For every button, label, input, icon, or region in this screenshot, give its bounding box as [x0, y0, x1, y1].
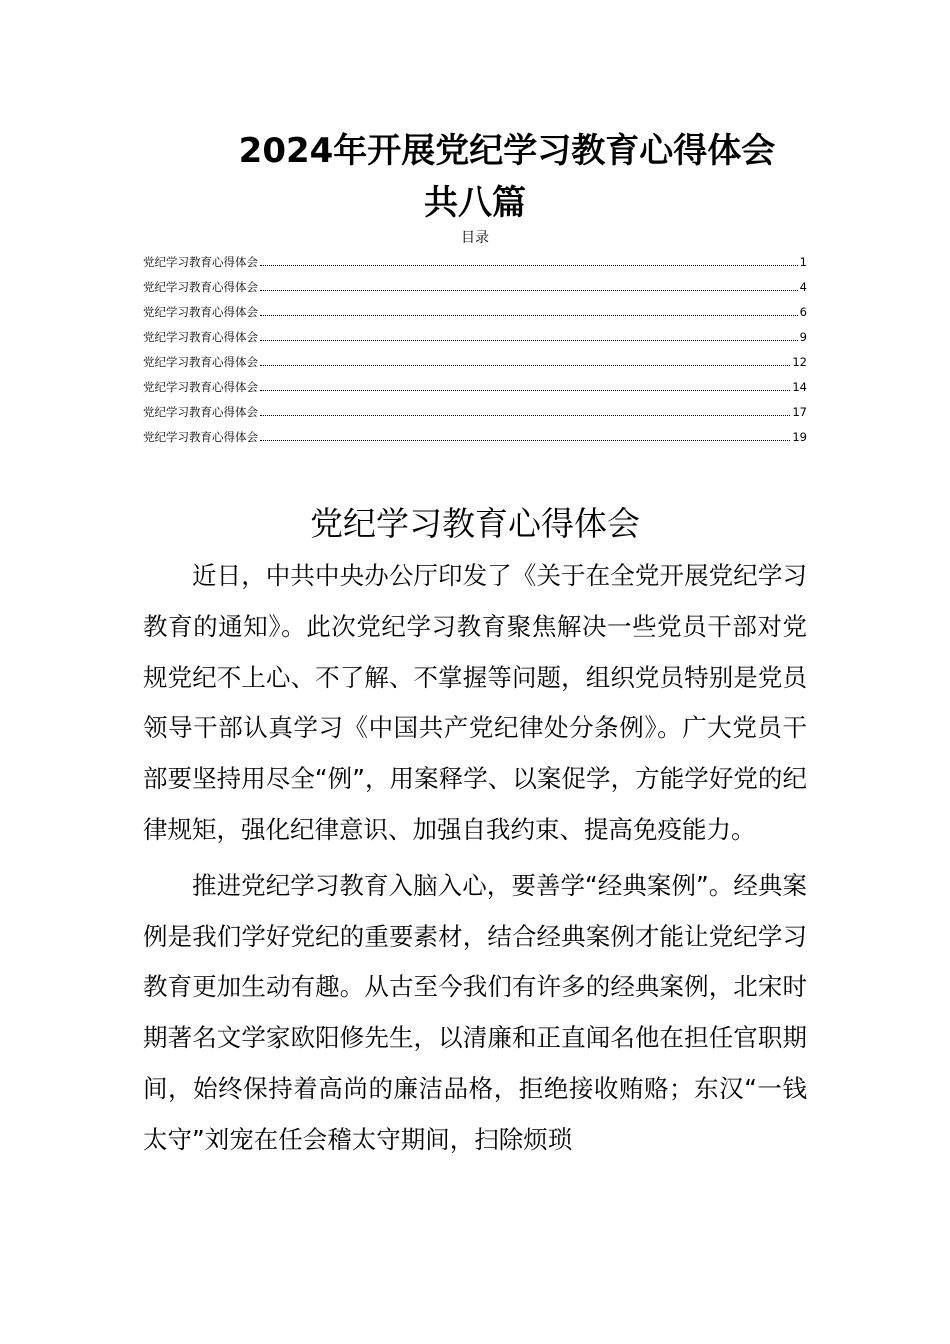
toc-leader-dots — [260, 264, 798, 266]
toc-entry[interactable] — [143, 252, 807, 277]
toc-leader-dots — [260, 439, 790, 441]
toc-entry[interactable] — [143, 377, 807, 402]
toc-leader-dots — [260, 414, 790, 416]
toc-entry-title: 党纪学习教育心得体会 — [143, 380, 258, 394]
toc-leader-dots — [260, 389, 790, 391]
toc-entry-title: 党纪学习教育心得体会 — [143, 280, 258, 294]
toc-leader-dots — [260, 364, 790, 366]
toc-leader-dots — [260, 289, 798, 291]
toc-entry-page: 12 — [792, 355, 807, 369]
toc-entry[interactable] — [143, 277, 807, 302]
toc-leader-dots — [260, 339, 798, 341]
body-paragraph: 近日，中共中央办公厅印发了《关于在全党开展党纪学习教育的通知》。此次党纪学习教育聚焦解决一些党员干部对党规党纪不上心、不了解、不掌握等问题，组织党员特别是党员领导干部认真学习《中国共产党纪律处分条例》。广大党员干部要坚持用尽全“例”，用案释学、以案促学，方能学好党的纪律规矩，强化纪律意识、加强自我约束、提高免疫能力。 — [143, 561, 807, 844]
toc-leader-dots — [260, 314, 798, 316]
toc-entry-page: 17 — [792, 405, 807, 419]
toc-entry[interactable] — [143, 327, 807, 352]
toc-entry-page: 4 — [799, 280, 807, 294]
toc-entry-title: 党纪学习教育心得体会 — [143, 255, 258, 269]
document-title-line-2: 共八篇 — [424, 183, 526, 223]
section-title: 党纪学习教育心得体会 — [310, 504, 640, 543]
toc-entry[interactable] — [143, 352, 807, 377]
toc-entry-page: 19 — [792, 430, 807, 444]
toc-entry[interactable] — [143, 302, 807, 327]
toc-entry-title: 党纪学习教育心得体会 — [143, 405, 258, 419]
toc-entry-title: 党纪学习教育心得体会 — [143, 430, 258, 444]
toc-entry-page: 1 — [799, 255, 807, 269]
toc-entry-page: 9 — [799, 330, 807, 344]
toc-entry-title: 党纪学习教育心得体会 — [143, 330, 258, 344]
toc-entry[interactable] — [143, 427, 807, 452]
toc-entry-title: 党纪学习教育心得体会 — [143, 305, 258, 319]
document-title-line-1: 2024年开展党纪学习教育心得体会 — [238, 131, 776, 171]
toc-entry[interactable] — [143, 402, 807, 427]
toc-entry-page: 14 — [792, 380, 807, 394]
body-paragraph: 推进党纪学习教育入脑入心，要善学“经典案例”。经典案例是我们学好党纪的重要素材，结合经典案例才能让党纪学习教育更加生动有趣。从古至今我们有许多的经典案例，北宋时期著名文学家欧阳修先生，以清廉和正直闻名他在担任官职期间，始终保持着高尚的廉洁品格，拒绝接收贿赂；东汉“一钱太守”刘宠在任会稽太守期间，扫除烦琐 — [143, 870, 807, 1154]
body-text — [143, 551, 807, 1166]
toc-entry-title: 党纪学习教育心得体会 — [143, 355, 258, 369]
toc-heading: 目录 — [461, 230, 489, 246]
table-of-contents — [143, 252, 807, 452]
toc-entry-page: 6 — [799, 305, 807, 319]
